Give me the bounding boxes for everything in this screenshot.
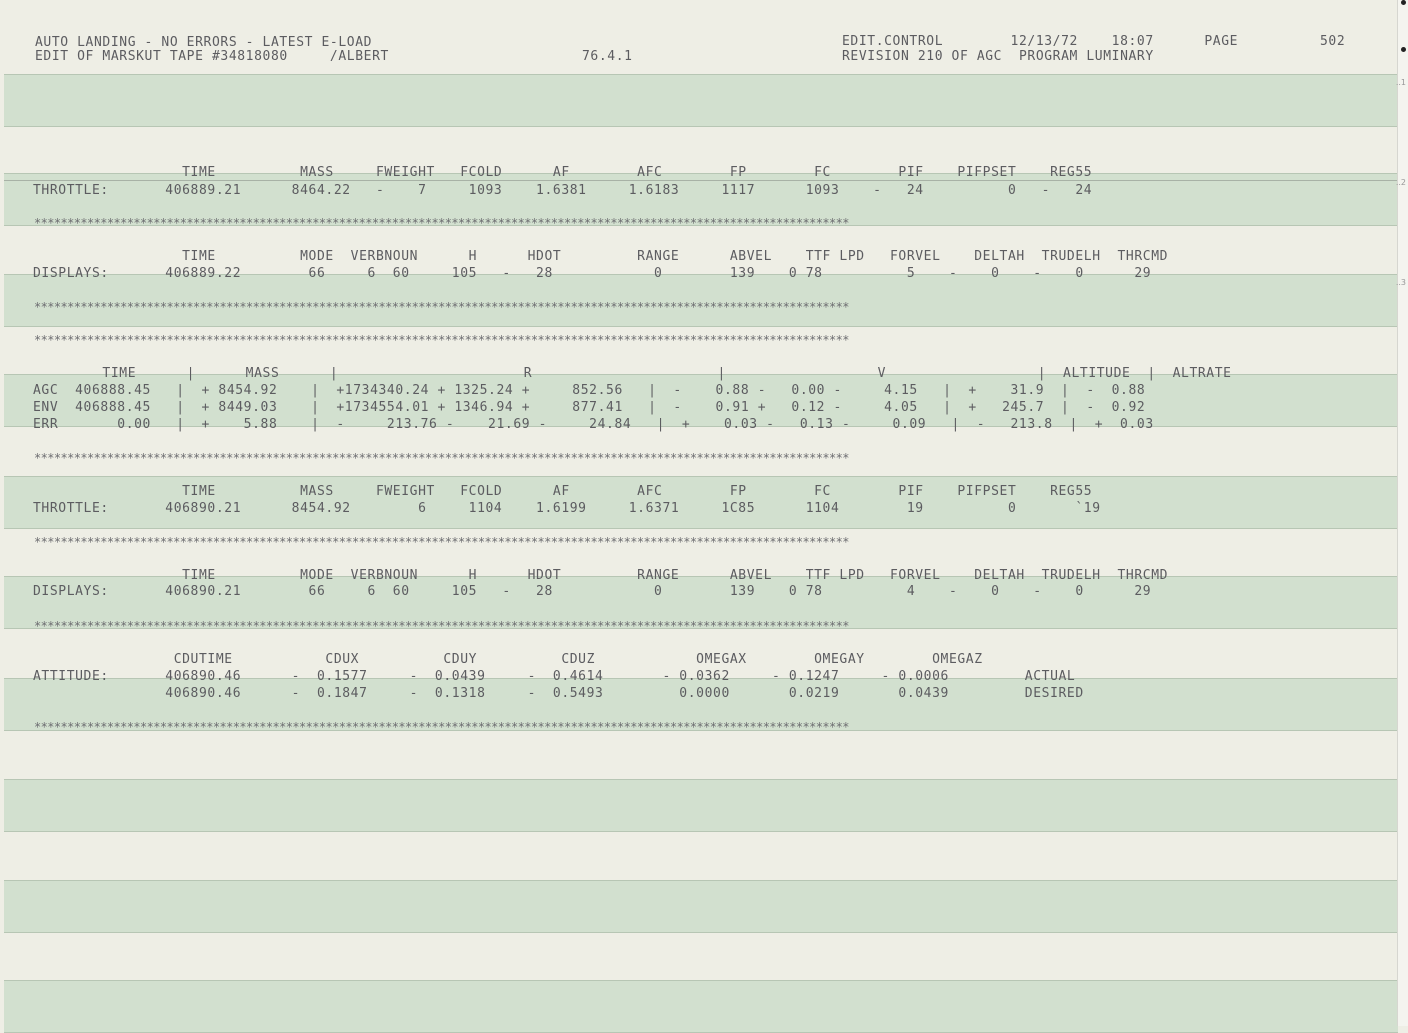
throttle-label: THROTTLE: (33, 183, 109, 198)
paper-edge (1397, 0, 1408, 1026)
header-title: AUTO LANDING - NO ERRORS - LATEST E-LOAD (35, 35, 373, 50)
header-tape: EDIT OF MARSKUT TAPE #34818080 /ALBERT (35, 49, 389, 64)
state-header-row: TIME | MASS | R | V | ALTITUDE | ALTRATE (35, 366, 1232, 381)
page-number: 502 (1320, 34, 1346, 49)
displays-header-row: TIME MODE VERBNOUN H HDOT RANGE ABVEL TTF LPD FORVEL DELTAH TRUDELH THRCMD (140, 568, 1169, 583)
displays-label: DISPLAYS: (33, 266, 109, 281)
throttle-label: THROTTLE: (33, 501, 109, 516)
attitude-actual-row: 406890.46 - 0.1577 - 0.0439 - 0.4614 - 0.0362 - 0.1247 - 0.0006 ACTUAL (140, 669, 1076, 684)
attitude-desired-row: 406890.46 - 0.1847 - 0.1318 - 0.5493 0.0000 0.0219 0.0439 DESIRED (140, 686, 1084, 701)
punch-hole (1401, 0, 1406, 5)
asterisk-separator: *************************************************************************************************************************** (34, 217, 849, 229)
throttle-values-row: 406889.21 8464.22 - 7 1093 1.6381 1.6183 1117 1093 - 24 0 - 24 (140, 183, 1093, 198)
header-control: EDIT.CONTROL 12/13/72 18:07 PAGE (842, 34, 1239, 49)
throttle-values-row: 406890.21 8454.92 6 1104 1.6199 1.6371 1C85 1104 19 0 `19 (140, 501, 1101, 516)
green-band (4, 980, 1398, 1033)
asterisk-separator: *************************************************************************************************************************** (34, 536, 849, 548)
displays-label: DISPLAYS: (33, 584, 109, 599)
displays-header-row: TIME MODE VERBNOUN H HDOT RANGE ABVEL TTF LPD FORVEL DELTAH TRUDELH THRCMD (140, 249, 1169, 264)
env-state-row: ENV 406888.45 | + 8449.03 | +1734554.01 + 1346.94 + 877.41 | - 0.91 + 0.12 - 4.05 | + 245.7 | - 0.92 (33, 400, 1146, 415)
throttle-header-row: TIME MASS FWEIGHT FCOLD AF AFC FP FC PIF PIFPSET REG55 (140, 484, 1093, 499)
green-band (4, 880, 1398, 933)
margin-mark: ..3 (1395, 278, 1406, 287)
header-version: 76.4.1 (582, 49, 633, 64)
asterisk-separator: *************************************************************************************************************************** (34, 721, 849, 733)
asterisk-separator: *************************************************************************************************************************** (34, 301, 849, 313)
attitude-label: ATTITUDE: (33, 669, 109, 684)
margin-mark: ..2 (1395, 178, 1406, 187)
header-revision: REVISION 210 OF AGC PROGRAM LUMINARY (842, 49, 1154, 64)
row-rule (4, 180, 1398, 181)
displays-values-row: 406890.21 66 6 60 105 - 28 0 139 0 78 4 - 0 - 0 29 (140, 584, 1152, 599)
err-state-row: ERR 0.00 | + 5.88 | - 213.76 - 21.69 - 24.84 | + 0.03 - 0.13 - 0.09 | - 213.8 | + 0.03 (33, 417, 1154, 432)
displays-values-row: 406889.22 66 6 60 105 - 28 0 139 0 78 5 - 0 - 0 29 (140, 266, 1152, 281)
green-band (4, 74, 1398, 127)
asterisk-separator: *************************************************************************************************************************** (34, 452, 849, 464)
agc-state-row: AGC 406888.45 | + 8454.92 | +1734340.24 + 1325.24 + 852.56 | - 0.88 - 0.00 - 4.15 | + 31.9 | - 0.88 (33, 383, 1146, 398)
throttle-header-row: TIME MASS FWEIGHT FCOLD AF AFC FP FC PIF PIFPSET REG55 (140, 165, 1093, 180)
punch-hole (1401, 47, 1406, 52)
green-band (4, 779, 1398, 832)
margin-mark: ..1 (1395, 78, 1406, 87)
asterisk-separator: *************************************************************************************************************************** (34, 620, 849, 632)
attitude-header-row: CDUTIME CDUX CDUY CDUZ OMEGAX OMEGAY OMEGAZ (140, 652, 983, 667)
asterisk-separator: *************************************************************************************************************************** (34, 334, 849, 346)
